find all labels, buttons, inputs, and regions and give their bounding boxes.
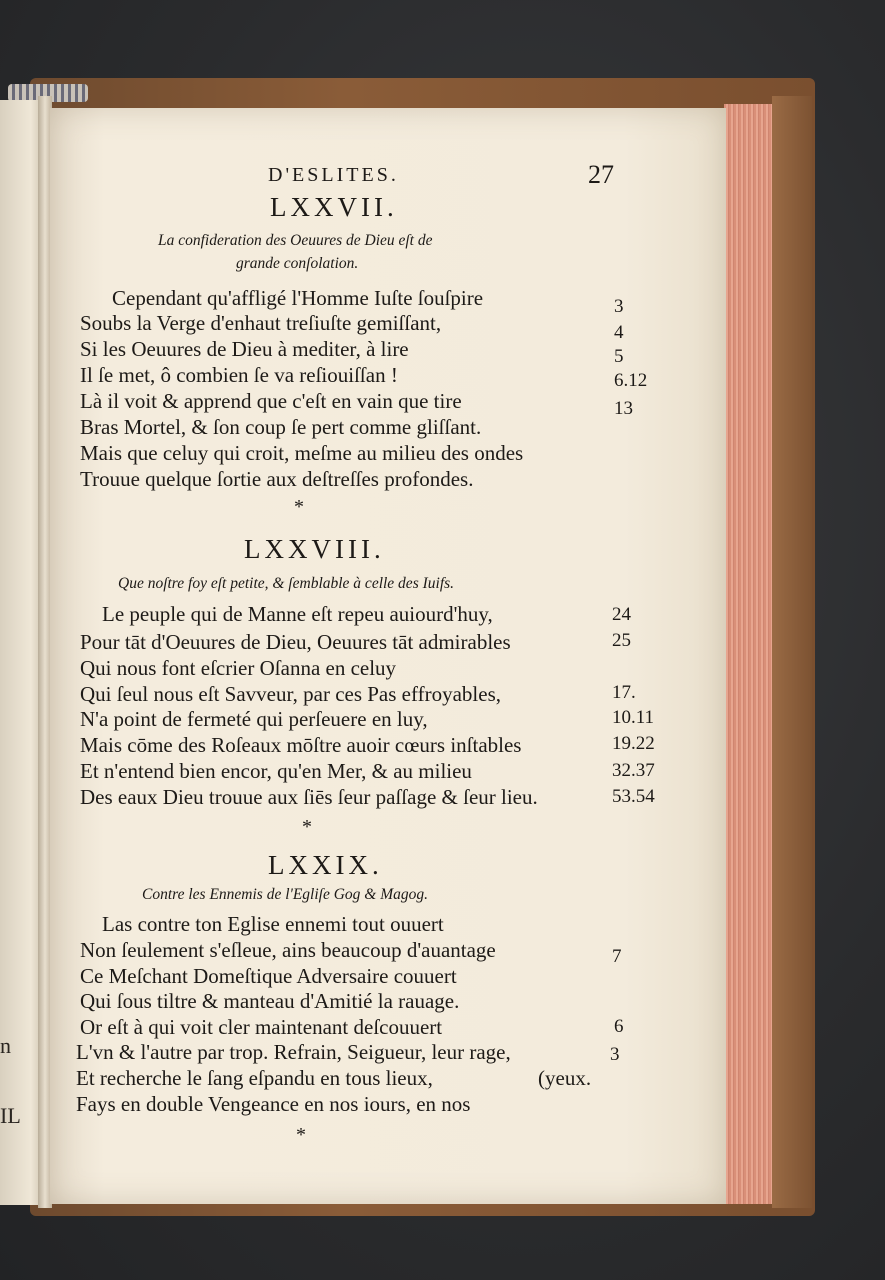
verse-line: Mais cōme des Roſeaux mōſtre auoir cœurs inſtables xyxy=(80,733,522,757)
verse-reference: 32.37 xyxy=(612,760,655,781)
verse-reference: 24 xyxy=(612,604,631,625)
page-number: 27 xyxy=(588,160,614,189)
verse-line: Qui nous font eſcrier Oſanna en celuy xyxy=(80,656,397,680)
verse-reference: 7 xyxy=(612,946,622,967)
section-heading: LXXVII. xyxy=(270,192,398,222)
verse-line: Cependant qu'affligé l'Homme Iuſte ſouſpire xyxy=(112,286,484,310)
left-page-fragment: n xyxy=(0,1033,11,1058)
verse-reference: 3 xyxy=(614,296,624,317)
verse-reference: 3 xyxy=(610,1044,620,1065)
ornament-asterisk: * xyxy=(294,496,304,518)
verse-line: Bras Mortel, & ſon coup ſe pert comme gliſſant. xyxy=(80,415,482,439)
verse-reference: 6.12 xyxy=(614,370,648,391)
verse-line: Si les Oeuures de Dieu à mediter, à lire xyxy=(80,337,409,361)
section-rubric: grande conſolation. xyxy=(236,255,359,272)
verse-line: N'a point de fermeté qui perſeuere en luy, xyxy=(80,707,428,731)
verse-line: Le peuple qui de Manne eſt repeu auiourd'huy, xyxy=(102,602,493,626)
verse-line: Or eſt à qui voit cler maintenant deſcouuert xyxy=(80,1015,443,1039)
running-head: D'ESLITES. xyxy=(268,164,399,186)
verse-reference: 10.11 xyxy=(612,707,655,728)
verse-reference: 5 xyxy=(614,346,624,367)
verse-line: Qui ſous tiltre & manteau d'Amitié la rauage. xyxy=(80,989,460,1013)
verse-line: L'vn & l'autre par trop. Refrain, Seigueur, leur rage, xyxy=(76,1040,511,1064)
ornament-asterisk: * xyxy=(296,1124,306,1146)
verse-line: Là il voit & apprend que c'eſt en vain que tire xyxy=(80,389,462,413)
verse-reference: (yeux. xyxy=(538,1066,592,1090)
left-page-fragment: IL xyxy=(0,1103,21,1128)
verse-line: Mais que celuy qui croit, meſme au milieu des ondes xyxy=(80,441,524,465)
verse-line: Et n'entend bien encor, qu'en Mer, & au milieu xyxy=(80,759,472,783)
verse-line: Pour tāt d'Oeuures de Dieu, Oeuures tāt admirables xyxy=(80,630,511,654)
verse-reference: 17. xyxy=(612,682,636,703)
verse-line: Trouue quelque ſortie aux deſtreſſes profondes. xyxy=(80,467,474,491)
verse-line: Fays en double Vengeance en nos iours, en nos xyxy=(76,1092,471,1116)
section-heading: LXXIX. xyxy=(268,850,383,880)
verse-line: Il ſe met, ô combien ſe va reſiouiſſan ! xyxy=(80,363,398,387)
page-edges xyxy=(724,104,774,1204)
section-heading: LXXVIII. xyxy=(244,534,385,564)
verse-reference: 25 xyxy=(612,630,631,651)
verse-reference: 4 xyxy=(614,322,624,343)
section-rubric: Que noſtre foy eſt petite, & ſemblable à celle des Iuifs. xyxy=(118,575,455,592)
verse-reference: 13 xyxy=(614,398,633,419)
verse-reference: 53.54 xyxy=(612,786,655,807)
section-rubric: Contre les Ennemis de l'Egliſe Gog & Magog. xyxy=(142,886,429,903)
verse-line: Qui ſeul nous eſt Savveur, par ces Pas effroyables, xyxy=(80,682,501,706)
verse-line: Des eaux Dieu trouue aux ſiēs ſeur paſſage & ſeur lieu. xyxy=(80,785,538,809)
verse-line: Las contre ton Eglise ennemi tout ouuert xyxy=(102,912,444,936)
verse-line: Et recherche le ſang eſpandu en tous lieux, xyxy=(76,1066,433,1090)
verse-line: Soubs la Verge d'enhaut treſiuſte gemiſſant, xyxy=(80,311,442,335)
cover-edge xyxy=(772,96,812,1208)
verse-line: Ce Meſchant Domeſtique Adversaire couuert xyxy=(80,964,457,988)
section-rubric: La confideration des Oeuures de Dieu eſt de xyxy=(158,232,433,249)
verse-line: Non ſeulement s'eſleue, ains beaucoup d'auantage xyxy=(80,938,496,962)
ornament-asterisk: * xyxy=(302,816,312,838)
verse-reference: 6 xyxy=(614,1016,624,1037)
verse-reference: 19.22 xyxy=(612,733,655,754)
